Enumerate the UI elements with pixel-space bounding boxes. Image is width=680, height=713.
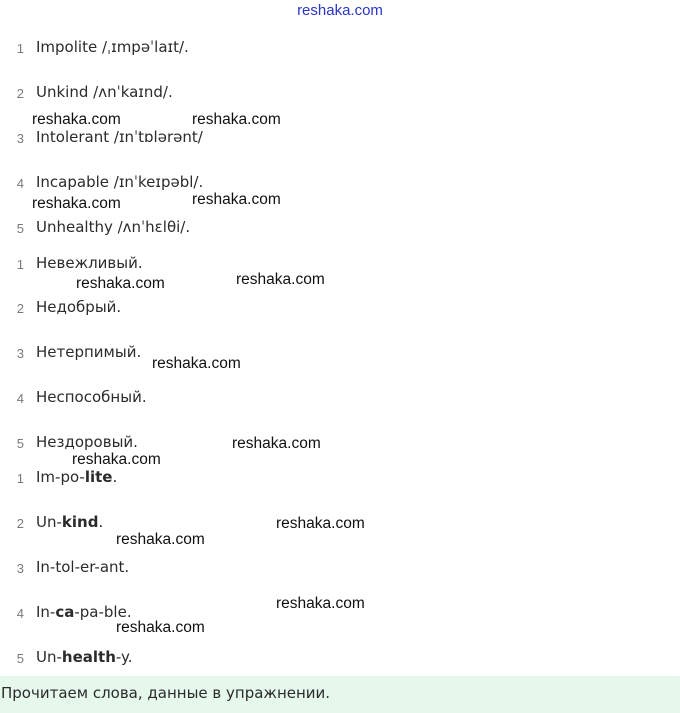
- stressed-syllable: ca: [55, 603, 75, 621]
- syllable-pre: In-: [36, 603, 56, 621]
- item-text: [36, 468, 117, 486]
- item-number: 3: [16, 346, 24, 361]
- watermark: reshaka.com: [236, 271, 325, 288]
- syllable-post: .: [98, 513, 104, 531]
- watermark: reshaka.com: [32, 111, 121, 128]
- item-text: Intolerant /ɪnˈtɒlərənt/: [36, 128, 203, 146]
- watermark: reshaka.com: [72, 451, 161, 468]
- item-number: 4: [16, 391, 24, 406]
- stressed-syllable: kind: [61, 513, 99, 531]
- footer-bar: [0, 676, 680, 713]
- syllable-post: .: [112, 468, 118, 486]
- item-text: Incapable /ɪnˈkeɪpəbl/.: [36, 173, 204, 191]
- syllable-pre: Un-: [36, 648, 62, 666]
- item-text: Unkind /ʌnˈkaɪnd/.: [36, 83, 173, 101]
- watermark: reshaka.com: [116, 531, 205, 548]
- item-text: [36, 513, 103, 531]
- site-watermark: reshaka.com: [297, 2, 383, 19]
- syllable-post: -pa-ble.: [74, 603, 132, 621]
- watermark: reshaka.com: [192, 111, 281, 128]
- stressed-syllable: lite: [84, 468, 113, 486]
- item-number: 2: [16, 86, 24, 101]
- item-text: [36, 648, 133, 666]
- item-text: Неспособный.: [36, 388, 147, 406]
- item-number: 5: [16, 436, 24, 451]
- item-number: 1: [16, 257, 24, 272]
- watermark: reshaka.com: [276, 515, 365, 532]
- syllable-pre: Im-po-: [36, 468, 85, 486]
- item-number: 2: [16, 301, 24, 316]
- item-number: 5: [16, 651, 24, 666]
- item-text: Недобрый.: [36, 298, 122, 316]
- item-number: 4: [16, 606, 24, 621]
- item-text: [36, 558, 129, 576]
- item-number: 1: [16, 471, 24, 486]
- watermark: reshaka.com: [152, 355, 241, 372]
- stressed-syllable: health: [61, 648, 116, 666]
- watermark: reshaka.com: [276, 595, 365, 612]
- item-number: 5: [16, 221, 24, 236]
- syllable-pre: In-tol-er-ant.: [36, 558, 130, 576]
- item-number: 1: [16, 41, 24, 56]
- item-number: 3: [16, 131, 24, 146]
- item-text: Нетерпимый.: [36, 343, 142, 361]
- footer-text: Прочитаем слова, данные в упражнении.: [1, 684, 331, 702]
- syllable-post: -y.: [115, 648, 133, 666]
- item-text: Unhealthy /ʌnˈhɛlθi/.: [36, 218, 191, 236]
- watermark: reshaka.com: [32, 195, 121, 212]
- item-number: 3: [16, 561, 24, 576]
- item-number: 2: [16, 516, 24, 531]
- syllable-pre: Un-: [36, 513, 62, 531]
- watermark: reshaka.com: [76, 275, 165, 292]
- item-text: Невежливый.: [36, 254, 143, 272]
- item-text: Нездоровый.: [36, 433, 138, 451]
- watermark: reshaka.com: [232, 435, 321, 452]
- watermark: reshaka.com: [192, 191, 281, 208]
- item-number: 4: [16, 176, 24, 191]
- item-text: Impolite /ˌɪmpəˈlaɪt/.: [36, 38, 189, 56]
- watermark: reshaka.com: [116, 619, 205, 636]
